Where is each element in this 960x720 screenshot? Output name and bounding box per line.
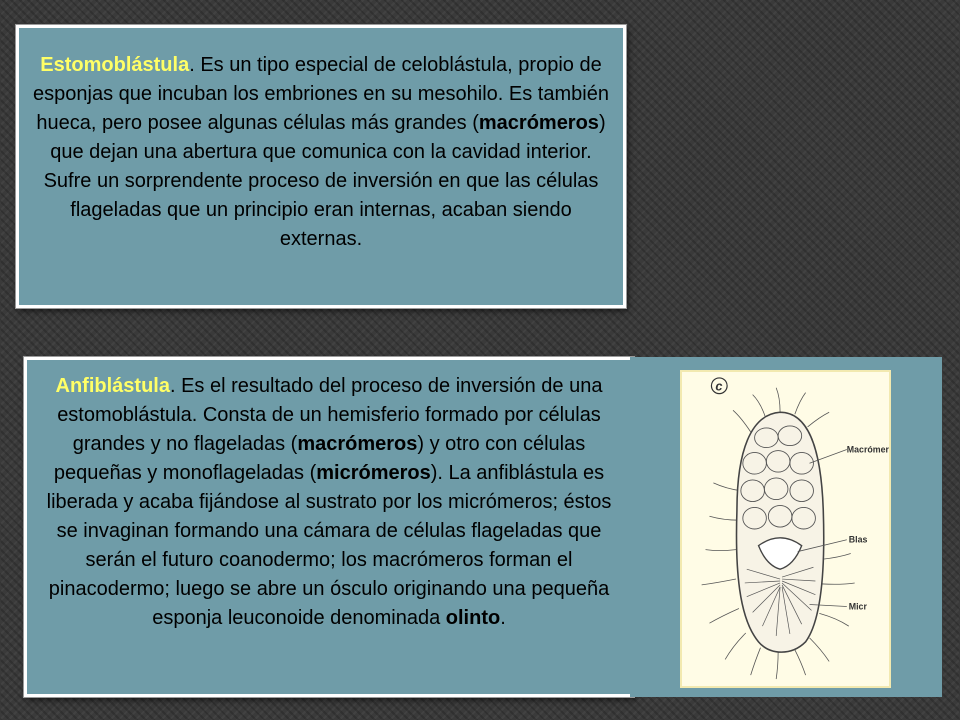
estomoblastula-card: [16, 25, 626, 308]
term-estomoblastula: Estomoblástula: [40, 54, 190, 76]
anfiblastula-card: [24, 357, 634, 697]
text-segment: .: [500, 607, 506, 629]
term-macromeros: macrómeros: [297, 433, 418, 455]
term-macromeros: macrómeros: [478, 112, 599, 134]
term-micromeros: micrómeros: [316, 462, 431, 484]
term-anfiblastula: Anfiblástula: [55, 375, 170, 397]
figure-label-macromeros: Macrómer: [846, 444, 889, 455]
term-olinto: olinto: [445, 607, 501, 629]
anfiblastula-illustration: [682, 372, 889, 686]
larva-outline: [736, 412, 823, 652]
figure-label-micromeros: Micr: [848, 601, 867, 612]
text-segment: . Es el resultado del proceso de inversión de una estomoblástula. Consta de un hemisferio formado por células grandes y no flageladas (: [57, 375, 603, 455]
text-segment: ) y otro con células pequeñas y monoflageladas (: [53, 433, 586, 484]
estomoblastula-paragraph: [33, 51, 609, 254]
anfiblastula-paragraph: [41, 372, 617, 633]
text-segment: ). La anfiblástula es liberada y acaba fijándose al sustrato por los micrómeros; éstos se invaginan formando una cámara de células flageladas que serán el futuro coanodermo; los macrómeros forman el pinacodermo; luego se abre un ósculo originando una pequeña esponja leuconoide denominada: [46, 462, 612, 629]
figure-label-blastocele: Blas: [848, 534, 868, 545]
figure-panel-letter: c: [715, 378, 723, 394]
text-segment: ) que dejan una abertura que comunica con la cavidad interior. Sufre un sorprendente proceso de inversión en que las células flageladas que un principio eran internas, acaban siendo externas.: [43, 112, 606, 250]
text-segment: . Es un tipo especial de celoblástula, propio de esponjas que incuban los embriones en su mesohilo. Es también hueca, pero posee algunas células más grandes (: [33, 54, 609, 134]
anfiblastula-figure: [680, 370, 891, 688]
